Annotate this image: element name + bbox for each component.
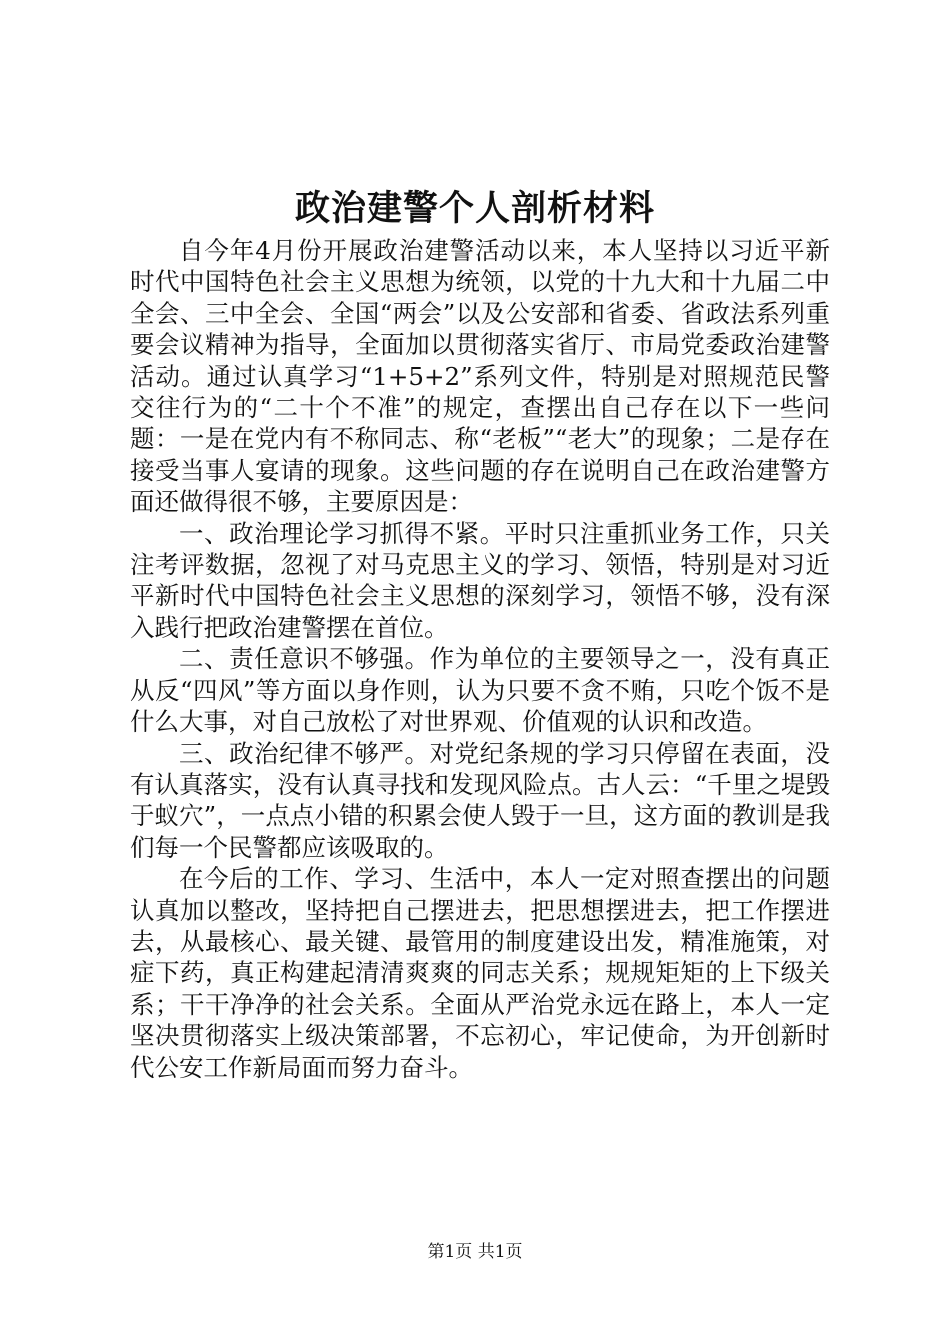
paragraph-point-two: 二、责任意识不够强。作为单位的主要领导之一，没有真正从反“四风”等方面以身作则，认为只要不贪不贿，只吃个饭不是什么大事，对自己放松了对世界观、价值观的认识和改造。	[130, 644, 830, 737]
paragraph-point-three: 三、政治纪律不够严。对党纪条规的学习只停留在表面，没有认真落实，没有认真寻找和发现风险点。古人云：“千里之堤毁于蚁穴”，一点点小错的积累会使人毁于一旦，这方面的教训是我们每一个民警都应该吸取的。	[130, 738, 830, 862]
paragraph-conclusion: 在今后的工作、学习、生活中，本人一定对照查摆出的问题认真加以整改，坚持把自己摆进去，把思想摆进去，把工作摆进去，从最核心、最关键、最管用的制度建设出发，精准施策，对症下药，真正构建起清清爽爽的同志关系；规规矩矩的上下级关系；干干净净的社会关系。全面从严治党永远在路上，本人一定坚决贯彻落实上级决策部署，不忘初心，牢记使命，为开创新时代公安工作新局面而努力奋斗。	[130, 864, 830, 1082]
paragraph-intro: 自今年4月份开展政治建警活动以来，本人坚持以习近平新时代中国特色社会主义思想为统领，以党的十九大和十九届二中全会、三中全会、全国“两会”以及公安部和省委、省政法系列重要会议精神为指导，全面加以贯彻落实省厅、市局党委政治建警活动。通过认真学习“1+5+2”系列文件，特别是对照规范民警交往行为的“二十个不准”的规定，查摆出自己存在以下一些问题：一是在党内有不称同志、称“老板”“老大”的现象；二是存在接受当事人宴请的现象。这些问题的存在说明自己在政治建警方面还做得很不够，主要原因是：	[130, 236, 830, 517]
document-title: 政治建警个人剖析材料	[294, 188, 655, 229]
document-body	[130, 235, 830, 1083]
page-footer: 第1页 共1页	[427, 1242, 523, 1262]
paragraph-point-one: 一、政治理论学习抓得不紧。平时只注重抓业务工作，只关注考评数据，忽视了对马克思主义的学习、领悟，特别是对习近平新时代中国特色社会主义思想的深刻学习，领悟不够，没有深入践行把政治建警摆在首位。	[130, 518, 830, 642]
